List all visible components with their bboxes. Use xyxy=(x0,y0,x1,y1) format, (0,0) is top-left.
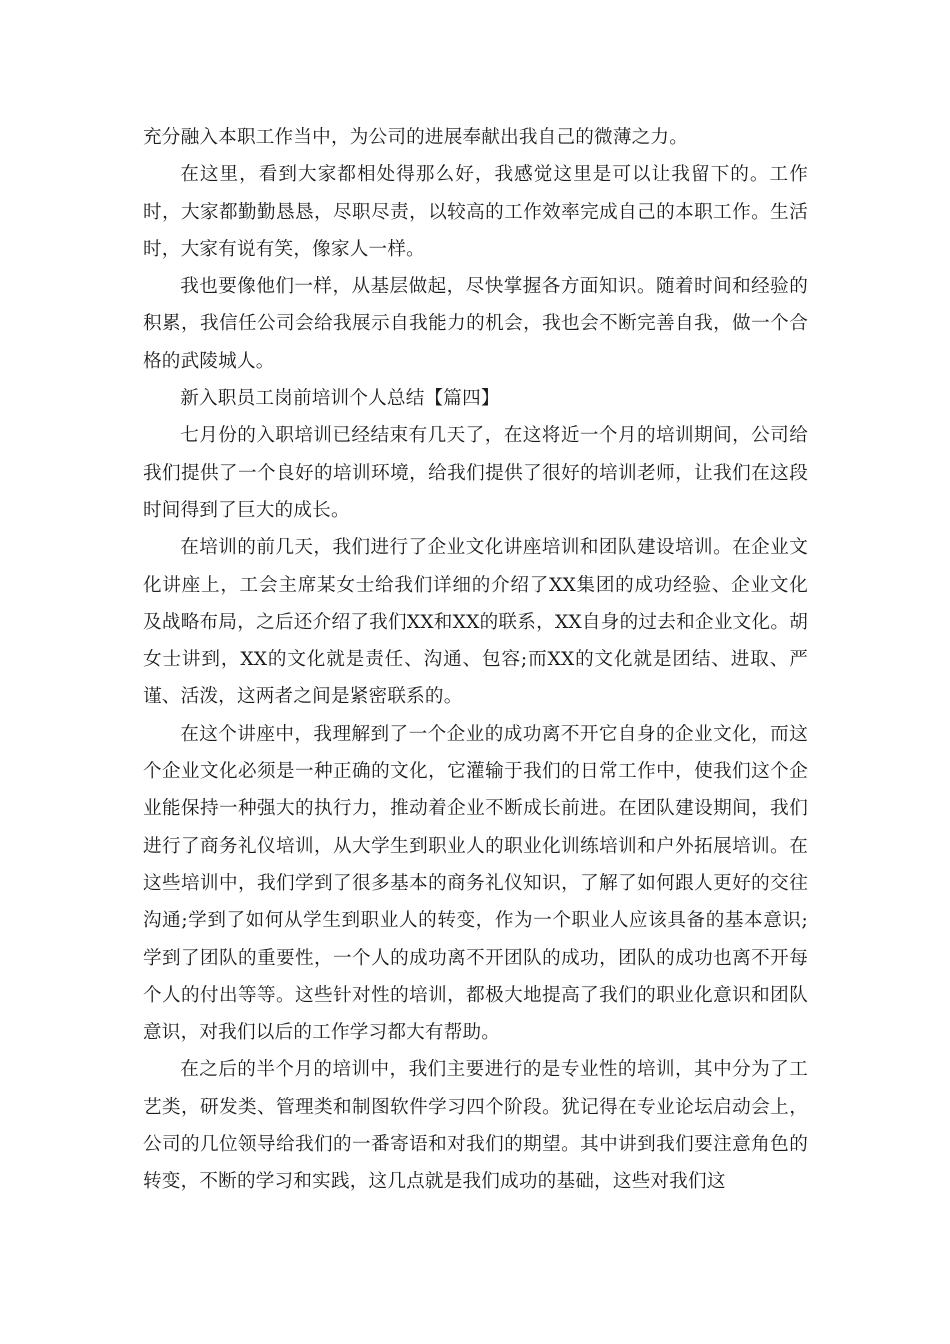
section-heading: 新入职员工岗前培训个人总结【篇四】 xyxy=(180,388,500,410)
paragraph: 七月份的入职培训已经结束有几天了，在这将近一个月的培训期间，公司给我们提供了一个良好的培训环境，给我们提供了很好的培训老师，让我们在这段时间得到了巨大的成长。 xyxy=(143,425,808,521)
paragraph: 在这个讲座中，我理解到了一个企业的成功离不开它自身的企业文化，而这个企业文化必须是一种正确的文化，它灌输于我们的日常工作中，使我们这个企业能保持一种强大的执行力，推动着企业不断成长前进。在团队建设期间，我们进行了商务礼仪培训，从大学生到职业人的职业化训练培训和户外拓展培训。在这些培训中，我们学到了很多基本的商务礼仪知识，了解了如何跟人更好的交往沟通;学到了如何从学生到职业人的转变，作为一个职业人应该具备的基本意识;学到了团队的重要性，一个人的成功离不开团队的成功，团队的成功也离不开每个人的付出等等。这些针对性的培训，都极大地提高了我们的职业化意识和团队意识，对我们以后的工作学习都大有帮助。 xyxy=(143,723,808,1044)
paragraph: 在这里，看到大家都相处得那么好，我感觉这里是可以让我留下的。工作时，大家都勤勤恳恳，尽职尽责，以较高的工作效率完成自己的本职工作。生活时，大家有说有笑，像家人一样。 xyxy=(143,164,808,260)
paragraph: 我也要像他们一样，从基层做起，尽快掌握各方面知识。随着时间和经验的积累，我信任公司会给我展示自我能力的机会，我也会不断完善自我，做一个合格的武陵城人。 xyxy=(143,276,808,372)
paragraph: 在之后的半个月的培训中，我们主要进行的是专业性的培训，其中分为了工艺类，研发类、管理类和制图软件学习四个阶段。犹记得在专业论坛启动会上，公司的几位领导给我们的一番寄语和对我们的期望。其中讲到我们要注意角色的转变，不断的学习和实践，这几点就是我们成功的基础，这些对我们这 xyxy=(143,1059,808,1193)
paragraph-continuation: 充分融入本职工作当中，为公司的进展奉献出我自己的微薄之力。 xyxy=(143,127,689,148)
document-body xyxy=(143,119,808,1201)
paragraph: 在培训的前几天，我们进行了企业文化讲座培训和团队建设培训。在企业文化讲座上，工会主席某女士给我们详细的介绍了XX集团的成功经验、企业文化及战略布局，之后还介绍了我们XX和XX的联系，XX自身的过去和企业文化。胡女士讲到，XX的文化就是责任、沟通、包容;而XX的文化就是团结、进取、严谨、活泼，这两者之间是紧密联系的。 xyxy=(143,537,808,708)
